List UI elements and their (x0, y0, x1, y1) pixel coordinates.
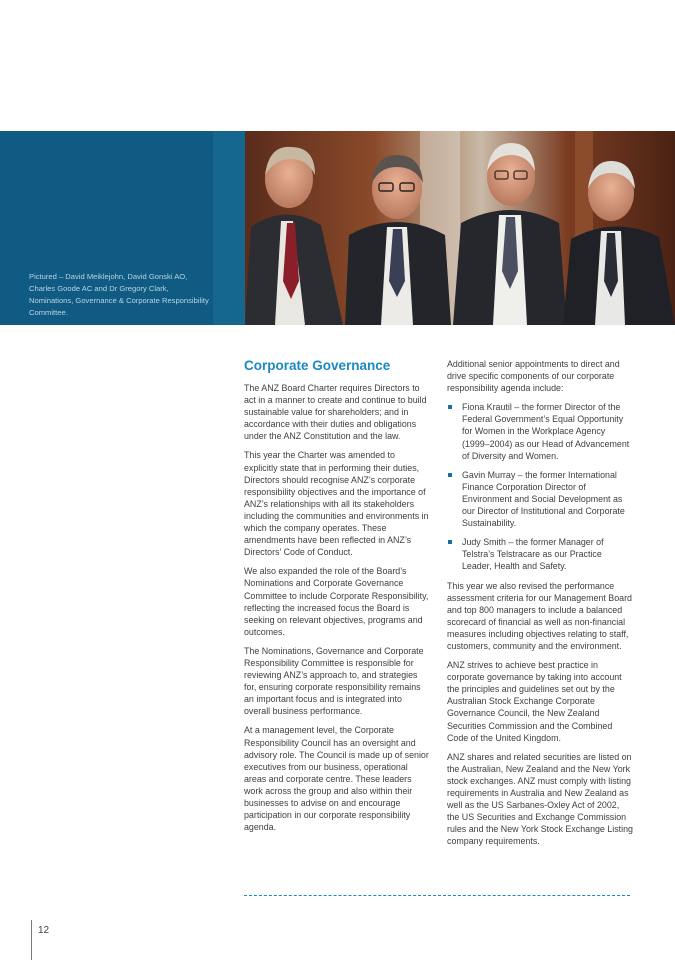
banner-strip (213, 131, 245, 325)
bullet-square-icon (448, 473, 452, 477)
paragraph: ANZ shares and related securities are listed on the Australian, New Zealand and the New York stock exchanges. ANZ must comply with listing requirements in Australia and New Zealand as well as the US Sarbanes-Oxley Act of 2002, the US Securities and Exchange Commission rules and the New York Stock Exchange Listing company requirements. (447, 751, 633, 847)
list-item (447, 469, 633, 529)
photo-banner (0, 131, 675, 325)
paragraph: We also expanded the role of the Board’s Nominations and Corporate Governance Committee to include Corporate Responsibility, reflecting the increased focus the Board is seeking on relevant objectives, programs and outcomes. (244, 566, 429, 637)
committee-photo-illustration (245, 131, 675, 325)
committee-photo (245, 131, 675, 325)
section-title: Corporate Governance (244, 358, 391, 373)
article-right-column (447, 358, 633, 854)
list-item-text: Judy Smith – the former Manager of Telstra’s Telstracare as our Practice Leader, Health and Safety. (462, 537, 604, 572)
bullet-square-icon (448, 405, 452, 409)
paragraph: At a management level, the Corporate Responsibility Council has an oversight and advisory role. The Council is made up of senior executives from our business, operational areas and corporate centre. These leaders work across the group and also within their businesses to advise on and encourage participation in our corporate responsibility agenda. (244, 725, 429, 833)
list-item (447, 401, 633, 461)
appointments-list (447, 401, 633, 572)
page-number: 12 (38, 925, 50, 936)
appointments-intro: Additional senior appointments to direct and drive specific components of our corporate responsibility agenda include: (447, 359, 620, 394)
photo-caption: Pictured – David Meiklejohn, David Gonski AO, Charles Goode AC and Dr Gregory Clark, Nominations, Governance & Corporate Responsibility Committee. (29, 272, 209, 317)
list-item-text: Gavin Murray – the former International Finance Corporation Director of Environment and Social Development as our Director of Institutional and Corporate Sustainability. (462, 469, 625, 529)
article-left-column (244, 358, 430, 840)
paragraph: This year the Charter was amended to explicitly state that in performing their duties, Directors should recognise ANZ’s corporate responsibility objectives and the importance of ANZ’s relationships with all its stakeholders including the communities and environments in which the company operates. These amendments have been reflected in ANZ’s Directors’ Code of Conduct. (244, 450, 429, 558)
paragraph: The ANZ Board Charter requires Directors to act in a manner to create and continue to build sustainable value for shareholders; and in accordance with their duties and obligations under the ANZ Constitution and the law. (244, 383, 427, 442)
list-item-text: Fiona Krautil – the former Director of the Federal Government’s Equal Opportunity for Women in the Workplace Agency (1999–2004) as our Head of Advancement of Diversity and Women. (462, 402, 630, 461)
page-margin-line (31, 920, 32, 960)
list-item (447, 536, 633, 572)
bullet-square-icon (448, 540, 452, 544)
paragraph: This year we also revised the performance assessment criteria for our Management Board and top 800 managers to include a balanced scorecard of financial as well as non-financial measures including objectives relating to staff, customers, community and the environment. (447, 580, 632, 651)
caption-panel (0, 131, 213, 325)
paragraph: The Nominations, Governance and Corporate Responsibility Committee is responsible for reviewing ANZ’s approach to, and strategies for, ensuring corporate responsibility remains an important focus and is integrated into overall business performance. (244, 645, 424, 717)
dashed-divider (244, 895, 630, 896)
paragraph: ANZ strives to achieve best practice in corporate governance by taking into account the principles and guidelines set out by the Australian Stock Exchange Corporate Governance Council, the New Zealand Securities Commission and the Combined Code of the United Kingdom. (447, 660, 622, 743)
